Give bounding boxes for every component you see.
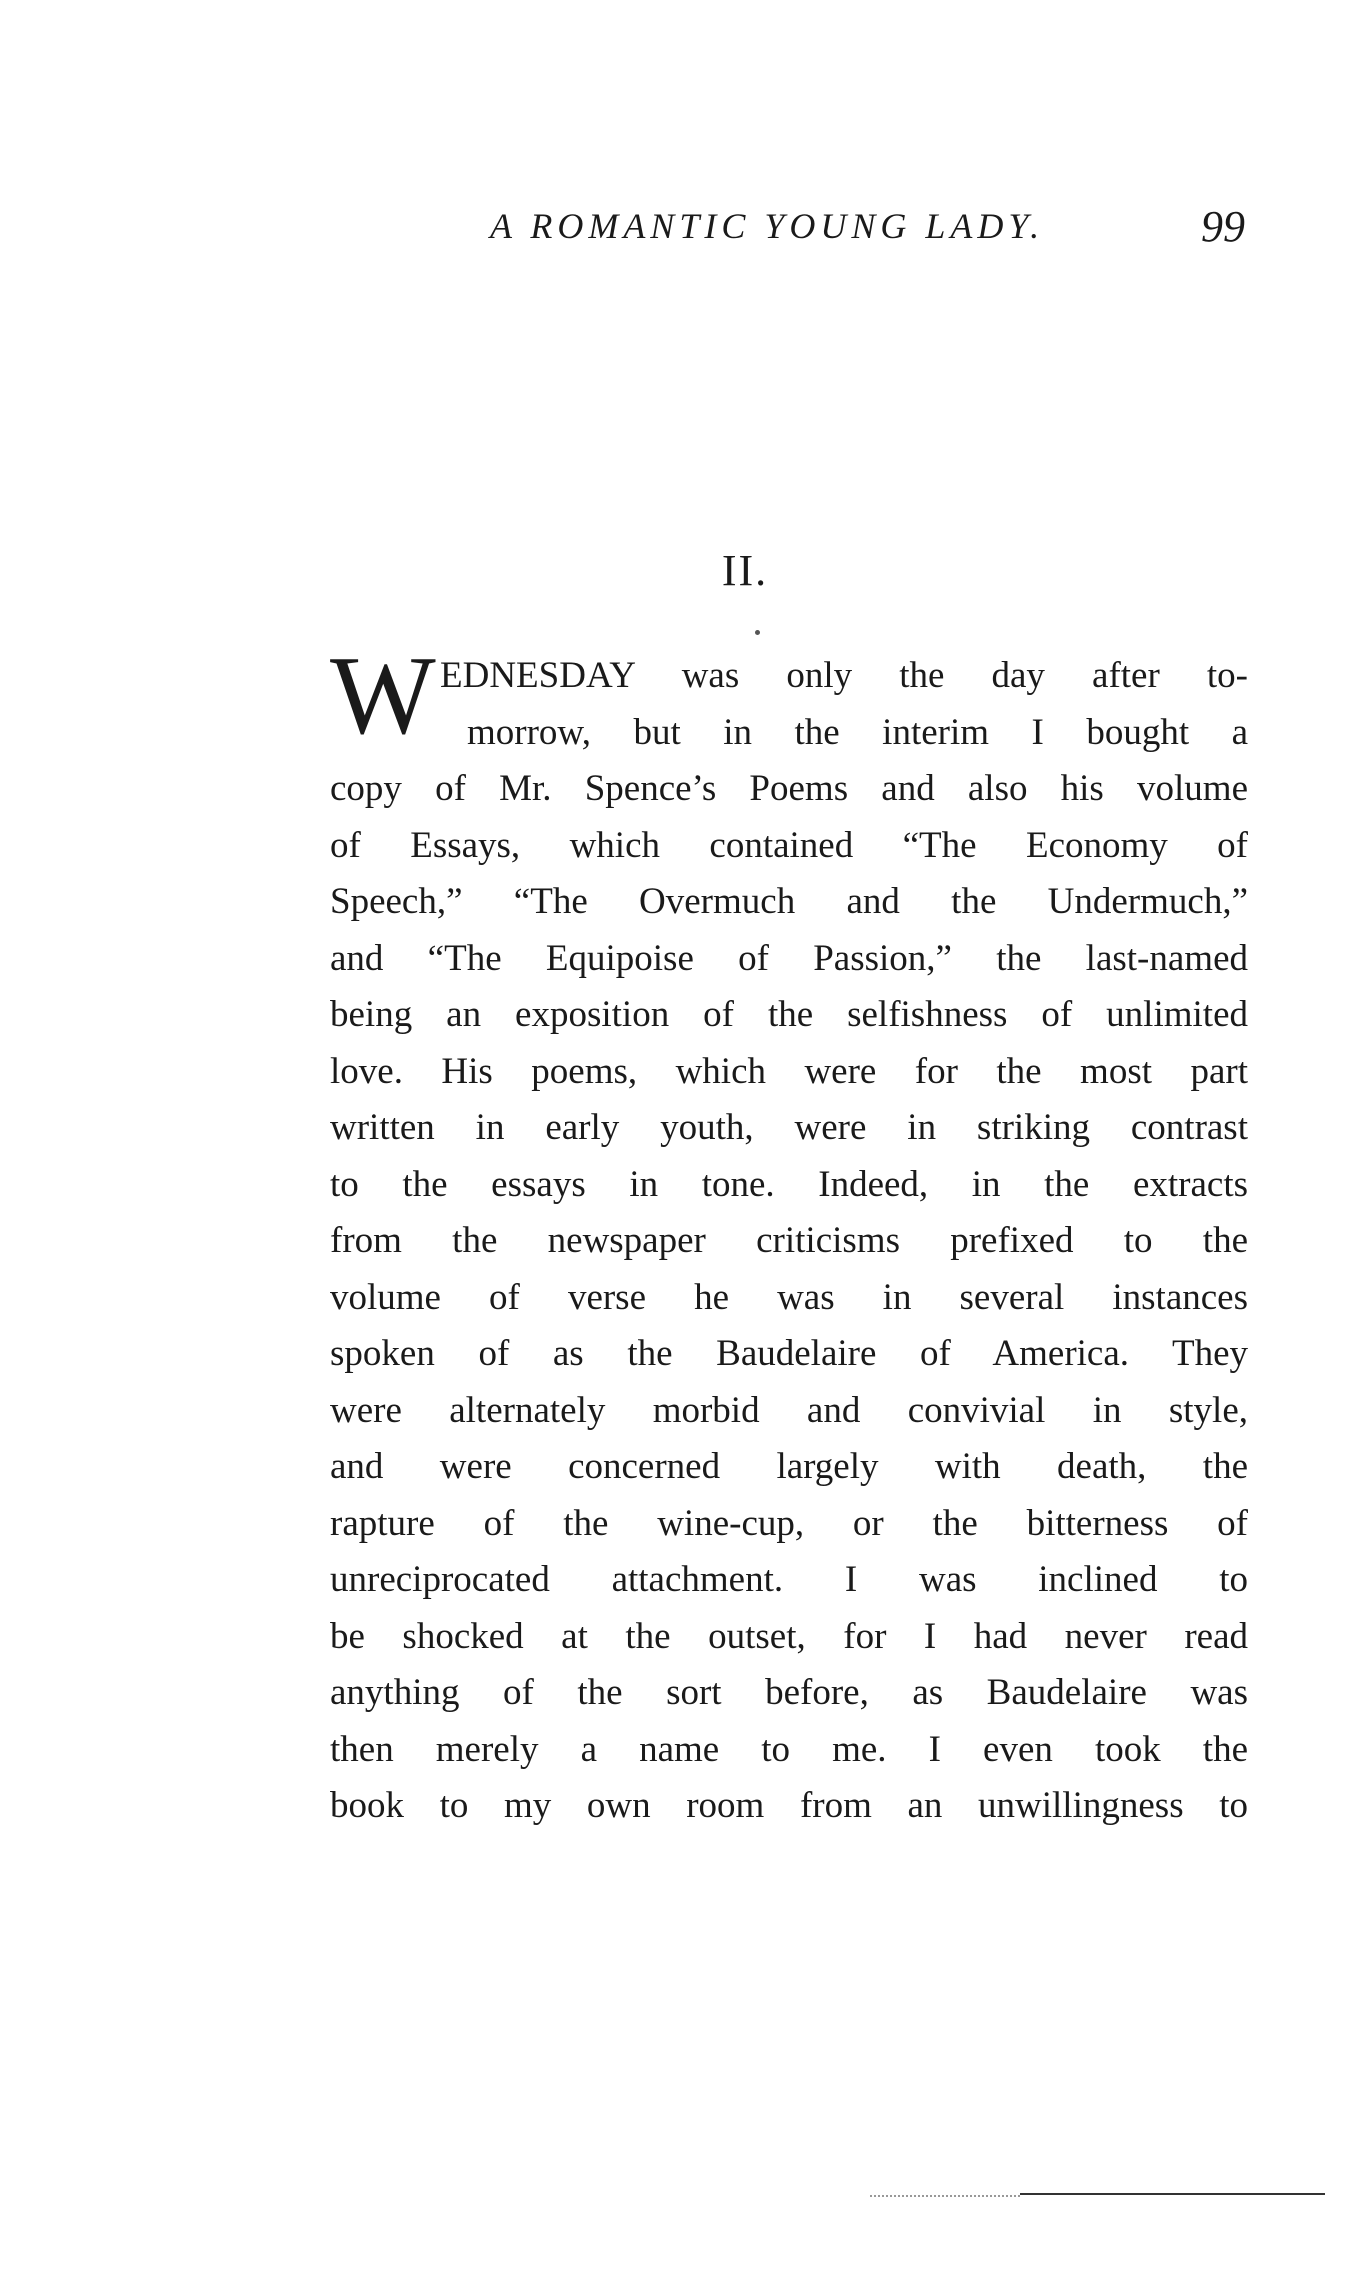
paragraph-line: of Essays, which contained “The Economy of	[330, 824, 1248, 866]
paragraph-line: and “The Equipoise of Passion,” the last-named	[330, 937, 1248, 979]
paragraph-line: rapture of the wine-cup, or the bitterness of	[330, 1502, 1248, 1544]
paragraph-line: being an exposition of the selfishness of unlimited	[330, 994, 1248, 1035]
chapter-heading: II.	[721, 546, 769, 595]
scan-artifact-dots	[870, 2195, 1020, 2197]
paragraph-line: spoken of as the Baudelaire of America. They	[330, 1333, 1248, 1374]
paragraph-line: love. His poems, which were for the most part	[330, 1050, 1248, 1092]
paragraph-line: written in early youth, were in striking contrast	[330, 1107, 1248, 1148]
paragraph-line: Speech,” “The Overmuch and the Undermuch,”	[330, 881, 1248, 922]
paragraph-line: volume of verse he was in several instances	[330, 1276, 1248, 1318]
drop-cap: W	[330, 634, 436, 758]
body-paragraph	[330, 634, 1248, 1835]
paragraph-line: copy of Mr. Spence’s Poems and also his volume	[330, 768, 1248, 809]
page-number: 99	[1201, 202, 1245, 251]
first-line-text: EDNESDAY was only the day after to-	[440, 655, 1248, 696]
paragraph-line: morrow, but in the interim I bought a	[467, 711, 1248, 753]
ink-speck	[755, 630, 760, 635]
paragraph-line: book to my own room from an unwillingness to	[330, 1785, 1248, 1826]
paragraph-line: unreciprocated attachment. I was inclined to	[330, 1559, 1248, 1600]
paragraph-line: then merely a name to me. I even took the	[330, 1728, 1248, 1770]
running-head	[330, 202, 1245, 265]
paragraph-line: to the essays in tone. Indeed, in the extracts	[330, 1163, 1248, 1205]
paragraph-line: and were concerned largely with death, the	[330, 1446, 1248, 1487]
paragraph-line: anything of the sort before, as Baudelaire was	[330, 1672, 1248, 1713]
paragraph-line: were alternately morbid and convivial in style,	[330, 1389, 1248, 1431]
running-title: A ROMANTIC YOUNG LADY.	[490, 206, 1045, 246]
paragraph-line: from the newspaper criticisms prefixed to the	[330, 1220, 1248, 1261]
paragraph-line: be shocked at the outset, for I had never read	[330, 1615, 1248, 1657]
scan-artifact-rule	[1020, 2193, 1325, 2195]
